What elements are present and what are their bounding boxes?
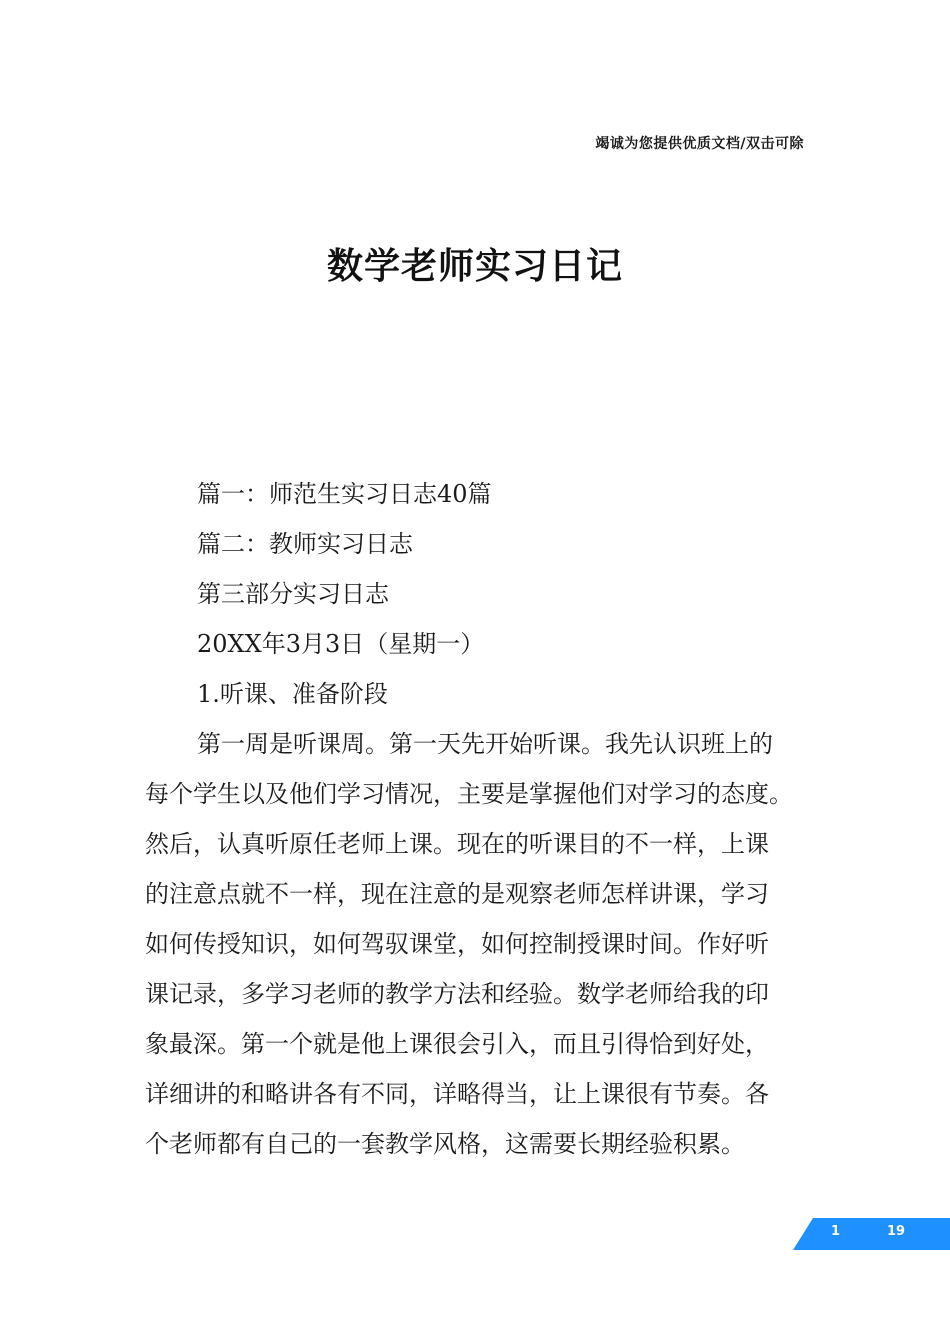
page-badge-shape (793, 1218, 950, 1250)
paragraph-line: 20XX年3月3日（星期一） (197, 630, 485, 658)
paragraph-line: 篇一：师范生实习日志40篇 (197, 480, 492, 508)
paragraph-line: 详细讲的和略讲各有不同，详略得当，让上课很有节奏。各 (145, 1080, 769, 1108)
document-body (145, 469, 810, 1169)
paragraph-line: 第三部分实习日志 (197, 580, 389, 608)
paragraph-line: 课记录，多学习老师的教学方法和经验。数学老师给我的印 (145, 980, 769, 1008)
paragraph-line: 的注意点就不一样，现在注意的是观察老师怎样讲课，学习 (145, 880, 769, 908)
header-note: 竭诚为您提供优质文档/双击可除 (595, 136, 804, 152)
page-current-number: 1 (831, 1224, 841, 1239)
paragraph-line: 如何传授知识，如何驾驭课堂，如何控制授课时间。作好听 (145, 930, 769, 958)
paragraph-line: 篇二：教师实习日志 (197, 530, 413, 558)
paragraph-line: 第一周是听课周。第一天先开始听课。我先认识班上的 (197, 730, 773, 758)
document-title: 数学老师实习日记 (326, 246, 623, 287)
paragraph-line: 象最深。第一个就是他上课很会引入，而且引得恰到好处， (145, 1030, 769, 1058)
paragraph-line: 每个学生以及他们学习情况，主要是掌握他们对学习的态度。 (145, 780, 793, 808)
paragraph-line: 1.听课、准备阶段 (197, 680, 388, 708)
page-total-number: 19 (887, 1224, 906, 1239)
paragraph-line: 个老师都有自己的一套教学风格，这需要长期经验积累。 (145, 1130, 745, 1158)
page-indicator (793, 1218, 950, 1250)
paragraph-line: 然后，认真听原任老师上课。现在的听课目的不一样，上课 (145, 830, 769, 858)
